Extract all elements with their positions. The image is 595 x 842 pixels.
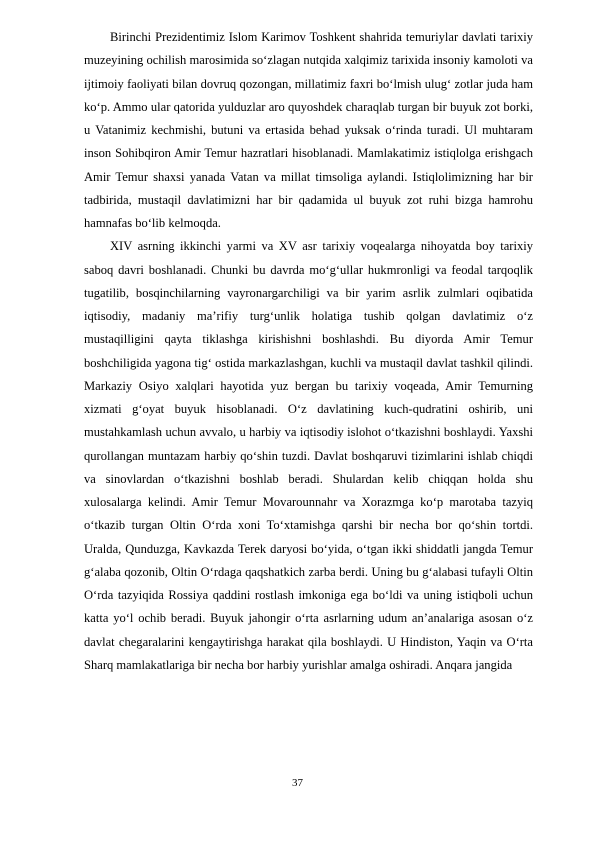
paragraph-temur-era: XIV asrning ikkinchi yarmi va XV asr tarixiy voqealarga nihoyatda boy tarixiy saboq davri boshlanadi. Chunki bu davrda mo‘g‘ullar hukmronligi va feodal tarqoqlik tugatilib, bosqinchilarning vayronargarchiligi va bir yarim asrlik zulmlari oqibatida iqtisodiy, madaniy ma’rifiy turg‘unlik holatiga tushib qolgan davlatimiz o‘z mustaqilligini qayta tiklashga kirishishni boshlashdi. Bu diyorda Amir Temur boshchiligida yagona tig‘ ostida markazlashgan, kuchli va mustaqil davlat tashkil qilindi. Markaziy Osiyo xalqlari hayotida yuz bergan bu tarixiy voqeada, Amir Temurning xizmati g‘oyat buyuk hisoblanadi. O‘z davlatining kuch-qudratini oshirib, uni mustahkamlash uchun avvalo, u harbiy va iqtisodiy islohot o‘tkazishni boshlaydi. Yaxshi qurollangan muntazam harbiy qo‘shin tuzdi. Davlat boshqaruvi tizimlarini ishlab chiqdi va sinovlardan o‘tkazishni boshlab beradi. Shulardan kelib chiqqan holda shu xulosalarga kelindi. Amir Temur Movarounnahr va Xorazmga ko‘p marotaba tazyiq o‘tkazib turgan Oltin O‘rda xoni To‘xtamishga qarshi bir necha bor qo‘shin tortdi. Uralda, Qunduzga, Kavkazda Terek daryosi bo‘yida, o‘tgan ikki shiddatli jangda Temur g‘alaba qozonib, Oltin O‘rdaga qaqshatkich zarba berdi. Uning bu g‘alabasi tufayli Oltin O‘rda tazyiqida Rossiya qaddini rostlash imkoniga ega bo‘ldi va uning istiqboli uchun katta yo‘l ochib beradi. Buyuk jahongir o‘rta asrlarning udum an’analariga asosan o‘z davlat chegaralarini kengaytirishga harakat qila boshlaydi. U Hindiston, Yaqin va O‘rta Sharq mamlakatlariga bir necha bor harbiy yurishlar amalga oshiradi. Anqara jangida [84,239,533,672]
body-text [84,26,533,677]
page-number: 37 [292,777,303,789]
paragraph-karimov-speech: Birinchi Prezidentimiz Islom Karimov Toshkent shahrida temuriylar davlati tarixiy muzeyining ochilish marosimida so‘zlagan nutqida xalqimiz tarixida insoniy kamoloti va ijtimoiy faoliyati bilan dovruq qozongan, millatimiz faxri bo‘lmish ulug‘ zotlar juda ham ko‘p. Ammo ular qatorida yulduzlar aro quyoshdek charaqlab turgan bir buyuk zot borki, u Vatanimiz kechmishi, butuni va ertasida behad yuksak o‘rinda turadi. Ul muhtaram inson Sohibqiron Amir Temur hazratlari hisoblanadi. Mamlakatimiz istiqlolga erishgach Amir Temur shaxsi yanada Vatan va millat timsoliga aylandi. Istiqlolimizning har bir tadbirida, mustaqil davlatimizni har bir qadamida ul buyuk zot ruhi bizga hamrohu hamnafas bo‘lib kelmoqda. [84,30,533,230]
